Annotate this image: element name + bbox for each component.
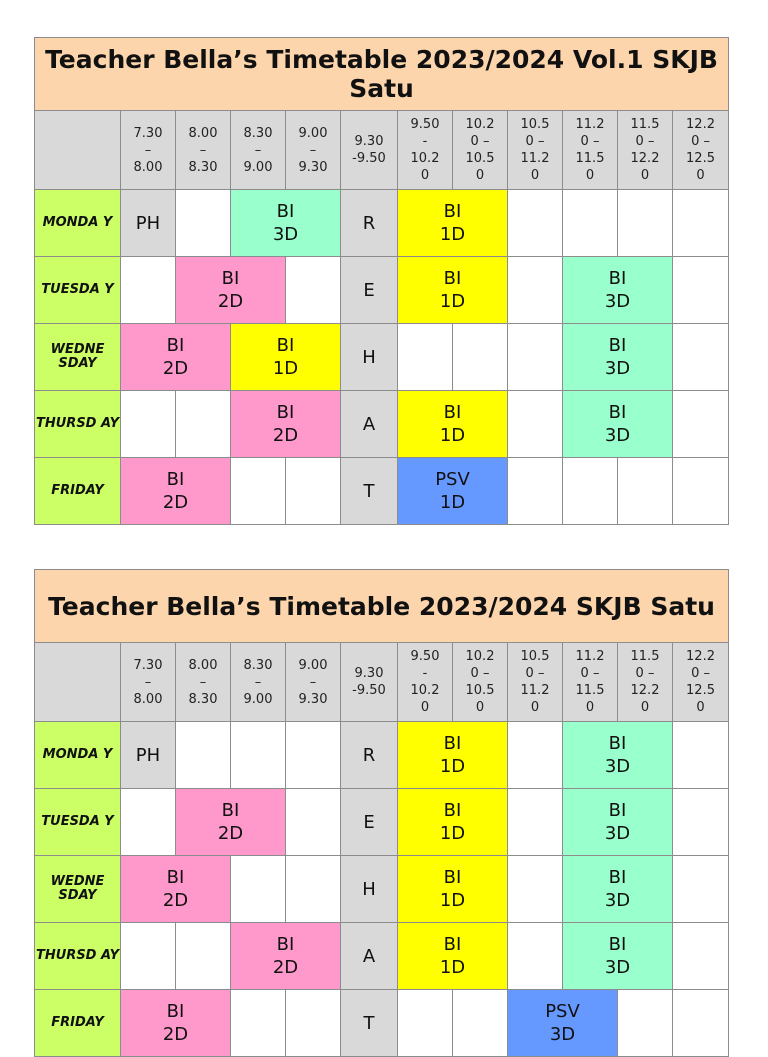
- lesson-class: 1D: [439, 957, 466, 978]
- lesson-class: 3D: [604, 756, 631, 777]
- time-slot-line: 0 –: [525, 666, 545, 681]
- lesson-subject: BI: [608, 335, 627, 356]
- time-slot-line: 0: [585, 168, 595, 183]
- time-slot-header: [508, 643, 563, 722]
- lesson-cell: [563, 856, 673, 923]
- lesson-cell: [121, 722, 176, 789]
- day-label: WEDNE SDAY: [35, 856, 121, 923]
- empty-cell: [508, 324, 563, 391]
- time-slot-line: 0: [640, 168, 650, 183]
- lesson-subject: BI: [276, 335, 295, 356]
- lesson-class: 3D: [549, 1024, 576, 1045]
- time-slot-line: –: [199, 674, 207, 690]
- lesson-subject: BI: [221, 800, 240, 821]
- empty-cell: [398, 990, 453, 1057]
- empty-cell: [563, 190, 618, 257]
- lesson-cell: [398, 458, 508, 525]
- empty-cell: [673, 257, 729, 324]
- day-label: THURSD AY: [35, 923, 121, 990]
- time-slot-line: 10.5: [465, 151, 495, 166]
- time-slot-header: [286, 643, 341, 722]
- lesson-subject: H: [362, 878, 376, 900]
- time-slot-line: 0: [420, 700, 430, 715]
- lesson-cell: [176, 257, 286, 324]
- lesson-cell: [121, 856, 231, 923]
- time-slot-line: 0 –: [470, 134, 490, 149]
- lesson-cell: [121, 990, 231, 1057]
- time-slot-line: 7.30: [133, 657, 163, 673]
- lesson-class: 2D: [217, 291, 244, 312]
- lesson-class: 1D: [439, 425, 466, 446]
- time-slot-header: [176, 643, 231, 722]
- lesson-class: 2D: [162, 358, 189, 379]
- empty-cell: [176, 923, 231, 990]
- time-slot-line: 0: [475, 700, 485, 715]
- time-slot-header: [453, 111, 508, 190]
- lesson-cell: [341, 190, 398, 257]
- lesson-subject: BI: [608, 268, 627, 289]
- empty-cell: [121, 923, 176, 990]
- time-slot-line: 0 –: [525, 134, 545, 149]
- empty-cell: [673, 324, 729, 391]
- time-slot-line: 8.30: [188, 159, 218, 175]
- empty-cell: [508, 458, 563, 525]
- lesson-subject: BI: [443, 934, 462, 955]
- lesson-subject: R: [362, 744, 376, 766]
- empty-cell: [508, 923, 563, 990]
- time-slot-line: 0 –: [635, 666, 655, 681]
- lesson-class: 2D: [272, 425, 299, 446]
- lesson-cell: [341, 391, 398, 458]
- header-corner: [35, 111, 121, 190]
- lesson-subject: BI: [608, 800, 627, 821]
- time-slot-line: 12.2: [686, 117, 715, 132]
- time-slot-line: 8.00: [133, 159, 163, 175]
- lesson-cell: [563, 789, 673, 856]
- empty-cell: [286, 722, 341, 789]
- empty-cell: [618, 990, 673, 1057]
- time-slot-line: 9.00: [243, 159, 273, 175]
- lesson-class: 1D: [439, 890, 466, 911]
- time-slot-line: 8.00: [188, 657, 218, 673]
- time-slot-line: 0 –: [691, 666, 710, 681]
- time-slot-line: 0: [530, 168, 540, 183]
- empty-cell: [673, 458, 729, 525]
- lesson-cell: [231, 190, 341, 257]
- time-slot-header: [231, 643, 286, 722]
- empty-cell: [508, 789, 563, 856]
- time-slot-header: [618, 643, 673, 722]
- day-row: [35, 923, 729, 990]
- time-slot-line: 8.00: [188, 125, 218, 141]
- lesson-class: 3D: [604, 358, 631, 379]
- lesson-cell: [398, 722, 508, 789]
- lesson-class: 2D: [162, 1024, 189, 1045]
- time-slot-line: 9.30: [298, 691, 328, 707]
- time-slot-line: -: [422, 134, 428, 149]
- lesson-subject: BI: [443, 800, 462, 821]
- time-slot-line: 8.00: [133, 691, 163, 707]
- time-slot-line: 9.50: [410, 649, 440, 664]
- time-slot-line: 9.30: [354, 134, 384, 149]
- lesson-subject: BI: [166, 1001, 185, 1022]
- lesson-cell: [341, 722, 398, 789]
- time-slot-line: 12.2: [686, 649, 715, 664]
- time-slot-line: 0: [696, 168, 705, 183]
- lesson-class: 3D: [604, 425, 631, 446]
- lesson-subject: BI: [443, 402, 462, 423]
- lesson-cell: [341, 257, 398, 324]
- time-slot-line: –: [199, 142, 207, 158]
- lesson-subject: BI: [276, 402, 295, 423]
- lesson-subject: PH: [135, 212, 161, 234]
- time-slot-line: 0 –: [691, 134, 710, 149]
- empty-cell: [286, 990, 341, 1057]
- time-slot-line: 0: [420, 168, 430, 183]
- empty-cell: [453, 324, 508, 391]
- lesson-cell: [341, 856, 398, 923]
- lesson-cell: [121, 324, 231, 391]
- lesson-subject: PH: [135, 744, 161, 766]
- lesson-subject: BI: [276, 934, 295, 955]
- empty-cell: [508, 856, 563, 923]
- lesson-subject: R: [362, 212, 376, 234]
- time-slot-line: 12.5: [686, 683, 715, 698]
- time-slot-header: [673, 643, 729, 722]
- empty-cell: [231, 458, 286, 525]
- timetable-title: Teacher Bella’s Timetable 2023/2024 SKJB Satu: [35, 570, 729, 643]
- empty-cell: [508, 190, 563, 257]
- lesson-subject: BI: [443, 268, 462, 289]
- lesson-class: 3D: [604, 823, 631, 844]
- lesson-subject: PSV: [435, 469, 470, 490]
- time-slot-line: -: [422, 666, 428, 681]
- time-slot-line: 0: [475, 168, 485, 183]
- time-slot-line: 9.50: [410, 117, 440, 132]
- empty-cell: [673, 923, 729, 990]
- lesson-cell: [341, 923, 398, 990]
- lesson-cell: [341, 990, 398, 1057]
- lesson-subject: BI: [166, 867, 185, 888]
- empty-cell: [121, 789, 176, 856]
- lesson-subject: BI: [608, 402, 627, 423]
- empty-cell: [176, 190, 231, 257]
- empty-cell: [673, 190, 729, 257]
- lesson-cell: [563, 391, 673, 458]
- time-slot-line: 11.2: [575, 117, 605, 132]
- lesson-cell: [231, 324, 341, 391]
- day-label: TUESDA Y: [35, 789, 121, 856]
- lesson-subject: BI: [608, 934, 627, 955]
- lesson-cell: [398, 923, 508, 990]
- day-label: WEDNE SDAY: [35, 324, 121, 391]
- empty-cell: [673, 789, 729, 856]
- time-slot-line: 8.30: [243, 657, 273, 673]
- empty-cell: [673, 856, 729, 923]
- time-slot-line: 10.2: [465, 649, 495, 664]
- time-header-row: [35, 643, 729, 722]
- time-slot-line: 11.5: [575, 683, 605, 698]
- lesson-subject: BI: [166, 335, 185, 356]
- lesson-subject: A: [362, 945, 376, 967]
- lesson-subject: E: [363, 279, 375, 301]
- day-label: FRIDAY: [35, 990, 121, 1057]
- lesson-cell: [121, 458, 231, 525]
- lesson-cell: [341, 324, 398, 391]
- empty-cell: [286, 789, 341, 856]
- empty-cell: [673, 391, 729, 458]
- time-slot-header: [563, 643, 618, 722]
- time-slot-line: 10.5: [520, 117, 550, 132]
- day-label: TUESDA Y: [35, 257, 121, 324]
- time-slot-line: 8.30: [188, 691, 218, 707]
- day-row: [35, 324, 729, 391]
- lesson-cell: [563, 722, 673, 789]
- lesson-cell: [231, 391, 341, 458]
- time-slot-header: [341, 111, 398, 190]
- empty-cell: [231, 722, 286, 789]
- lesson-class: 1D: [439, 823, 466, 844]
- lesson-subject: BI: [443, 733, 462, 754]
- time-slot-header: [398, 643, 453, 722]
- time-slot-header: [453, 643, 508, 722]
- time-slot-header: [176, 111, 231, 190]
- time-slot-line: –: [309, 674, 317, 690]
- lesson-cell: [563, 257, 673, 324]
- day-row: [35, 856, 729, 923]
- lesson-subject: T: [363, 480, 375, 502]
- time-slot-line: –: [144, 674, 152, 690]
- time-slot-line: 12.2: [630, 683, 660, 698]
- time-slot-line: 9.00: [298, 125, 328, 141]
- day-label: THURSD AY: [35, 391, 121, 458]
- lesson-cell: [398, 391, 508, 458]
- empty-cell: [286, 458, 341, 525]
- day-row: [35, 722, 729, 789]
- time-slot-line: 11.5: [575, 151, 605, 166]
- time-slot-header: [508, 111, 563, 190]
- time-slot-line: 12.5: [686, 151, 715, 166]
- timetable-2: [34, 569, 729, 1057]
- lesson-cell: [231, 923, 341, 990]
- day-label: MONDA Y: [35, 722, 121, 789]
- lesson-class: 1D: [439, 492, 466, 513]
- empty-cell: [176, 722, 231, 789]
- empty-cell: [176, 391, 231, 458]
- lesson-cell: [563, 923, 673, 990]
- time-slot-line: 0 –: [635, 134, 655, 149]
- time-slot-line: 0 –: [580, 666, 600, 681]
- day-label: FRIDAY: [35, 458, 121, 525]
- time-slot-line: 0: [585, 700, 595, 715]
- time-slot-line: 7.30: [133, 125, 163, 141]
- timetable-1: [34, 37, 729, 525]
- lesson-cell: [398, 190, 508, 257]
- lesson-subject: BI: [276, 201, 295, 222]
- lesson-class: 1D: [439, 756, 466, 777]
- lesson-subject: BI: [608, 867, 627, 888]
- time-slot-header: [231, 111, 286, 190]
- lesson-subject: PSV: [545, 1001, 580, 1022]
- lesson-subject: T: [363, 1012, 375, 1034]
- lesson-class: 3D: [604, 957, 631, 978]
- time-slot-line: 0 –: [470, 666, 490, 681]
- day-row: [35, 257, 729, 324]
- empty-cell: [508, 391, 563, 458]
- empty-cell: [231, 990, 286, 1057]
- day-row: [35, 789, 729, 856]
- time-slot-line: 9.30: [354, 666, 384, 681]
- empty-cell: [563, 458, 618, 525]
- time-slot-line: 11.2: [520, 151, 550, 166]
- time-slot-line: –: [309, 142, 317, 158]
- lesson-subject: BI: [443, 867, 462, 888]
- lesson-subject: A: [362, 413, 376, 435]
- empty-cell: [673, 990, 729, 1057]
- day-row: [35, 190, 729, 257]
- time-slot-header: [286, 111, 341, 190]
- timetable-title: Teacher Bella’s Timetable 2023/2024 Vol.1 SKJB Satu: [35, 38, 729, 111]
- lesson-subject: BI: [166, 469, 185, 490]
- time-slot-line: 8.30: [243, 125, 273, 141]
- time-slot-line: 11.5: [630, 649, 660, 664]
- time-slot-line: 11.5: [630, 117, 660, 132]
- empty-cell: [453, 990, 508, 1057]
- time-slot-header: [341, 643, 398, 722]
- time-slot-line: 0 –: [580, 134, 600, 149]
- lesson-class: 1D: [439, 291, 466, 312]
- time-slot-line: 10.2: [410, 683, 440, 698]
- time-slot-line: 10.5: [465, 683, 495, 698]
- empty-cell: [231, 856, 286, 923]
- time-slot-header: [618, 111, 673, 190]
- empty-cell: [121, 257, 176, 324]
- time-slot-header: [563, 111, 618, 190]
- empty-cell: [618, 190, 673, 257]
- empty-cell: [673, 722, 729, 789]
- time-slot-line: 9.00: [243, 691, 273, 707]
- lesson-subject: BI: [608, 733, 627, 754]
- time-slot-header: [121, 111, 176, 190]
- lesson-class: 2D: [272, 957, 299, 978]
- time-slot-line: 12.2: [630, 151, 660, 166]
- lesson-cell: [398, 257, 508, 324]
- time-slot-line: 11.2: [520, 683, 550, 698]
- time-slot-line: -9.50: [352, 151, 386, 166]
- lesson-cell: [121, 190, 176, 257]
- lesson-cell: [563, 324, 673, 391]
- day-label: MONDA Y: [35, 190, 121, 257]
- time-slot-line: 11.2: [575, 649, 605, 664]
- time-header-row: [35, 111, 729, 190]
- lesson-cell: [176, 789, 286, 856]
- time-slot-line: 0: [696, 700, 705, 715]
- lesson-cell: [341, 789, 398, 856]
- time-slot-line: 0: [640, 700, 650, 715]
- time-slot-line: 10.5: [520, 649, 550, 664]
- lesson-cell: [398, 789, 508, 856]
- time-slot-line: 10.2: [410, 151, 440, 166]
- time-slot-line: –: [254, 674, 262, 690]
- empty-cell: [618, 458, 673, 525]
- time-slot-line: 9.00: [298, 657, 328, 673]
- time-slot-line: -9.50: [352, 683, 386, 698]
- time-slot-line: –: [144, 142, 152, 158]
- lesson-class: 3D: [604, 890, 631, 911]
- time-slot-header: [398, 111, 453, 190]
- header-corner: [35, 643, 121, 722]
- lesson-subject: BI: [443, 201, 462, 222]
- lesson-class: 3D: [604, 291, 631, 312]
- empty-cell: [121, 391, 176, 458]
- lesson-class: 3D: [272, 224, 299, 245]
- time-slot-header: [673, 111, 729, 190]
- empty-cell: [286, 856, 341, 923]
- lesson-class: 2D: [162, 492, 189, 513]
- empty-cell: [508, 257, 563, 324]
- empty-cell: [508, 722, 563, 789]
- day-row: [35, 990, 729, 1057]
- time-slot-line: –: [254, 142, 262, 158]
- lesson-class: 1D: [439, 224, 466, 245]
- empty-cell: [286, 257, 341, 324]
- lesson-subject: BI: [221, 268, 240, 289]
- lesson-cell: [398, 856, 508, 923]
- lesson-class: 1D: [272, 358, 299, 379]
- day-row: [35, 391, 729, 458]
- empty-cell: [398, 324, 453, 391]
- lesson-cell: [508, 990, 618, 1057]
- day-row: [35, 458, 729, 525]
- time-slot-line: 0: [530, 700, 540, 715]
- lesson-subject: E: [363, 811, 375, 833]
- lesson-cell: [341, 458, 398, 525]
- lesson-class: 2D: [217, 823, 244, 844]
- lesson-subject: H: [362, 346, 376, 368]
- time-slot-line: 10.2: [465, 117, 495, 132]
- time-slot-line: 9.30: [298, 159, 328, 175]
- lesson-class: 2D: [162, 890, 189, 911]
- time-slot-header: [121, 643, 176, 722]
